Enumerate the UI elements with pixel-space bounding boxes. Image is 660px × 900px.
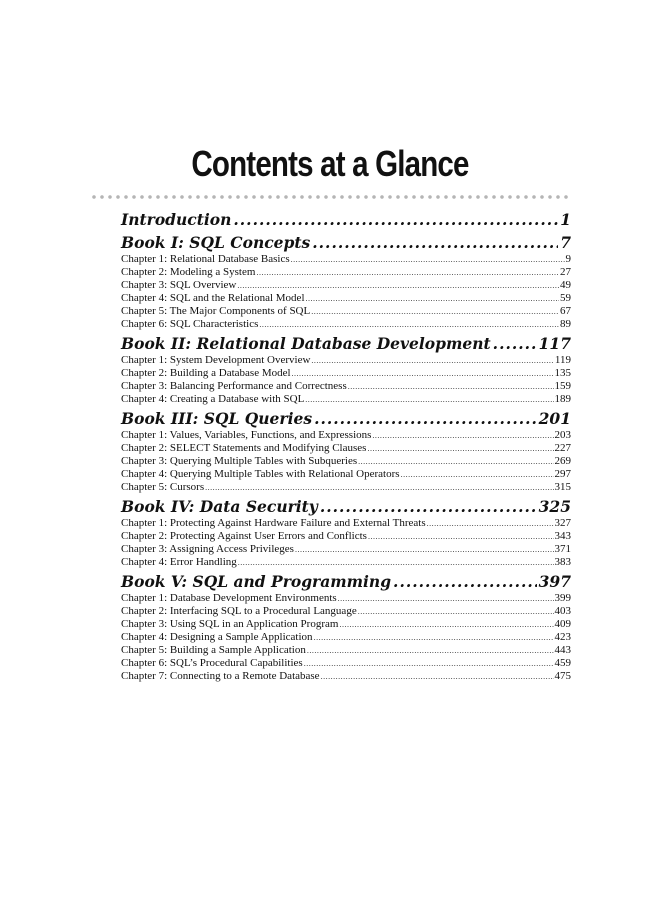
- dot-leader: [338, 592, 554, 605]
- dot-leader: [372, 429, 553, 442]
- dot-leader: [291, 253, 565, 266]
- toc-page-number: 159: [554, 380, 571, 392]
- toc-chapter-entry[interactable]: [121, 318, 571, 331]
- toc-chapter-entry[interactable]: [121, 631, 571, 644]
- toc-chapter-title: Chapter 4: Designing a Sample Application: [121, 631, 313, 643]
- toc-book-entry[interactable]: [121, 334, 571, 354]
- dot-leader: [321, 670, 554, 683]
- toc-chapter-title: Chapter 7: Connecting to a Remote Database: [121, 670, 320, 682]
- dot-leader: [427, 517, 554, 530]
- toc-chapter-title: Chapter 4: SQL and the Relational Model: [121, 292, 305, 304]
- toc-chapter-entry[interactable]: [121, 592, 571, 605]
- toc-page-number: 371: [554, 543, 571, 555]
- toc-chapter-title: Chapter 4: Error Handling: [121, 556, 237, 568]
- toc-page-number: 325: [538, 497, 571, 516]
- toc-page-number: 423: [554, 631, 571, 643]
- toc-book-title: Book III: SQL Queries: [121, 409, 313, 428]
- toc-chapter-entry[interactable]: [121, 605, 571, 618]
- toc-chapter-title: Chapter 2: Modeling a System: [121, 266, 256, 278]
- table-of-contents: [121, 210, 571, 683]
- dot-leader: [304, 657, 554, 670]
- toc-page-number: 67: [560, 305, 571, 317]
- dot-leader: [295, 543, 554, 556]
- toc-chapter-title: Chapter 6: SQL’s Procedural Capabilities: [121, 657, 303, 669]
- dot-leader: [307, 644, 554, 657]
- toc-chapter-title: Chapter 3: SQL Overview: [121, 279, 237, 291]
- toc-chapter-title: Chapter 2: Protecting Against User Errors and Conflicts: [121, 530, 367, 542]
- toc-page-number: 443: [554, 644, 571, 656]
- dot-leader: [339, 618, 553, 631]
- toc-chapter-entry[interactable]: [121, 253, 571, 266]
- dot-leader: [314, 409, 537, 429]
- toc-chapter-title: Chapter 1: Values, Variables, Functions, and Expressions: [121, 429, 372, 441]
- toc-chapter-entry[interactable]: [121, 305, 571, 318]
- toc-page-number: 189: [554, 393, 571, 405]
- dot-leader: [205, 481, 553, 494]
- page-title: Contents at a Glance: [191, 143, 469, 184]
- toc-page-number: 49: [560, 279, 571, 291]
- toc-chapter-entry[interactable]: [121, 517, 571, 530]
- toc-book-entry[interactable]: [121, 233, 571, 253]
- dot-leader: [237, 279, 559, 292]
- toc-chapter-title: Chapter 2: SELECT Statements and Modifying Clauses: [121, 442, 367, 454]
- toc-chapter-entry[interactable]: [121, 618, 571, 631]
- toc-chapter-entry[interactable]: [121, 481, 571, 494]
- dot-leader: [306, 292, 560, 305]
- toc-page-number: 397: [538, 572, 571, 591]
- toc-page-number: 9: [565, 253, 571, 265]
- toc-book-entry[interactable]: [121, 572, 571, 592]
- toc-chapter-entry[interactable]: [121, 429, 571, 442]
- toc-chapter-title: Chapter 1: Relational Database Basics: [121, 253, 290, 265]
- toc-page-number: 343: [554, 530, 571, 542]
- toc-page-number: 475: [554, 670, 571, 682]
- toc-page-number: 297: [554, 468, 571, 480]
- toc-entry-title: Introduction: [121, 210, 232, 229]
- toc-chapter-title: Chapter 3: Querying Multiple Tables with Subqueries: [121, 455, 358, 467]
- toc-chapter-entry[interactable]: [121, 657, 571, 670]
- toc-page-number: 201: [538, 409, 571, 428]
- toc-page-number: 315: [554, 481, 571, 493]
- toc-chapter-title: Chapter 4: Querying Multiple Tables with Relational Operators: [121, 468, 400, 480]
- toc-chapter-title: Chapter 5: The Major Components of SQL: [121, 305, 311, 317]
- dot-leader: [367, 442, 553, 455]
- dot-leader: [401, 468, 554, 481]
- toc-page-number: 7: [560, 233, 571, 252]
- toc-chapter-entry[interactable]: [121, 468, 571, 481]
- toc-chapter-title: Chapter 5: Cursors: [121, 481, 205, 493]
- dot-leader: [314, 631, 554, 644]
- dot-leader: [493, 334, 537, 354]
- dot-leader: [311, 305, 559, 318]
- toc-page-number: 227: [554, 442, 571, 454]
- dot-leader: [320, 497, 537, 517]
- toc-intro-entry[interactable]: [121, 210, 571, 230]
- dot-leader: [238, 556, 554, 569]
- toc-page-number: 89: [560, 318, 571, 330]
- toc-book-title: Book IV: Data Security: [121, 497, 318, 516]
- toc-page-number: 327: [554, 517, 571, 529]
- dot-leader: [311, 354, 554, 367]
- toc-chapter-entry[interactable]: [121, 393, 571, 406]
- dot-leader: [259, 318, 559, 331]
- dot-leader: [348, 380, 554, 393]
- toc-book-entry[interactable]: [121, 409, 571, 429]
- toc-page-number: 383: [554, 556, 571, 568]
- toc-book-title: Book II: Relational Database Development: [121, 334, 491, 353]
- dot-leader: [312, 233, 558, 253]
- toc-chapter-entry[interactable]: [121, 530, 571, 543]
- toc-chapter-entry[interactable]: [121, 367, 571, 380]
- toc-page-number: 27: [560, 266, 571, 278]
- dot-leader: [292, 367, 554, 380]
- toc-chapter-entry[interactable]: [121, 455, 571, 468]
- toc-page-number: 203: [554, 429, 571, 441]
- toc-chapter-title: Chapter 3: Using SQL in an Application Program: [121, 618, 339, 630]
- toc-book-title: Book V: SQL and Programming: [121, 572, 392, 591]
- toc-page-number: 403: [554, 605, 571, 617]
- toc-chapter-entry[interactable]: [121, 354, 571, 367]
- dot-leader: [368, 530, 554, 543]
- toc-chapter-title: Chapter 2: Building a Database Model: [121, 367, 291, 379]
- toc-page-number: 135: [554, 367, 571, 379]
- toc-chapter-title: Chapter 1: Database Development Environments: [121, 592, 337, 604]
- toc-chapter-entry[interactable]: [121, 266, 571, 279]
- dot-leader: [358, 455, 553, 468]
- toc-chapter-entry[interactable]: [121, 380, 571, 393]
- toc-chapter-entry[interactable]: [121, 442, 571, 455]
- toc-book-title: Book I: SQL Concepts: [121, 233, 311, 252]
- toc-page-number: 269: [554, 455, 571, 467]
- toc-chapter-entry[interactable]: [121, 292, 571, 305]
- toc-page-number: 409: [554, 618, 571, 630]
- toc-chapter-title: Chapter 6: SQL Characteristics: [121, 318, 259, 330]
- toc-page-number: 117: [538, 334, 571, 353]
- toc-page-number: 399: [554, 592, 571, 604]
- toc-chapter-title: Chapter 2: Interfacing SQL to a Procedural Language: [121, 605, 357, 617]
- dot-leader: [393, 572, 537, 592]
- toc-chapter-title: Chapter 1: System Development Overview: [121, 354, 311, 366]
- dot-leader: [305, 393, 553, 406]
- dot-leader: [233, 210, 558, 230]
- toc-chapter-title: Chapter 4: Creating a Database with SQL: [121, 393, 305, 405]
- dot-leader: [358, 605, 554, 618]
- toc-book-entry[interactable]: [121, 497, 571, 517]
- toc-chapter-title: Chapter 3: Assigning Access Privileges: [121, 543, 294, 555]
- toc-chapter-entry[interactable]: [121, 543, 571, 556]
- toc-page-number: 119: [554, 354, 571, 366]
- toc-page-number: 59: [560, 292, 571, 304]
- toc-page-number: 459: [554, 657, 571, 669]
- toc-chapter-title: Chapter 3: Balancing Performance and Correctness: [121, 380, 347, 392]
- toc-chapter-title: Chapter 1: Protecting Against Hardware Failure and External Threats: [121, 517, 426, 529]
- toc-chapter-title: Chapter 5: Building a Sample Application: [121, 644, 306, 656]
- toc-page-number: 1: [560, 210, 571, 229]
- toc-chapter-entry[interactable]: [121, 670, 571, 683]
- dotted-divider: [90, 194, 570, 200]
- toc-chapter-entry[interactable]: [121, 556, 571, 569]
- toc-chapter-entry[interactable]: [121, 644, 571, 657]
- dot-leader: [256, 266, 559, 279]
- toc-chapter-entry[interactable]: [121, 279, 571, 292]
